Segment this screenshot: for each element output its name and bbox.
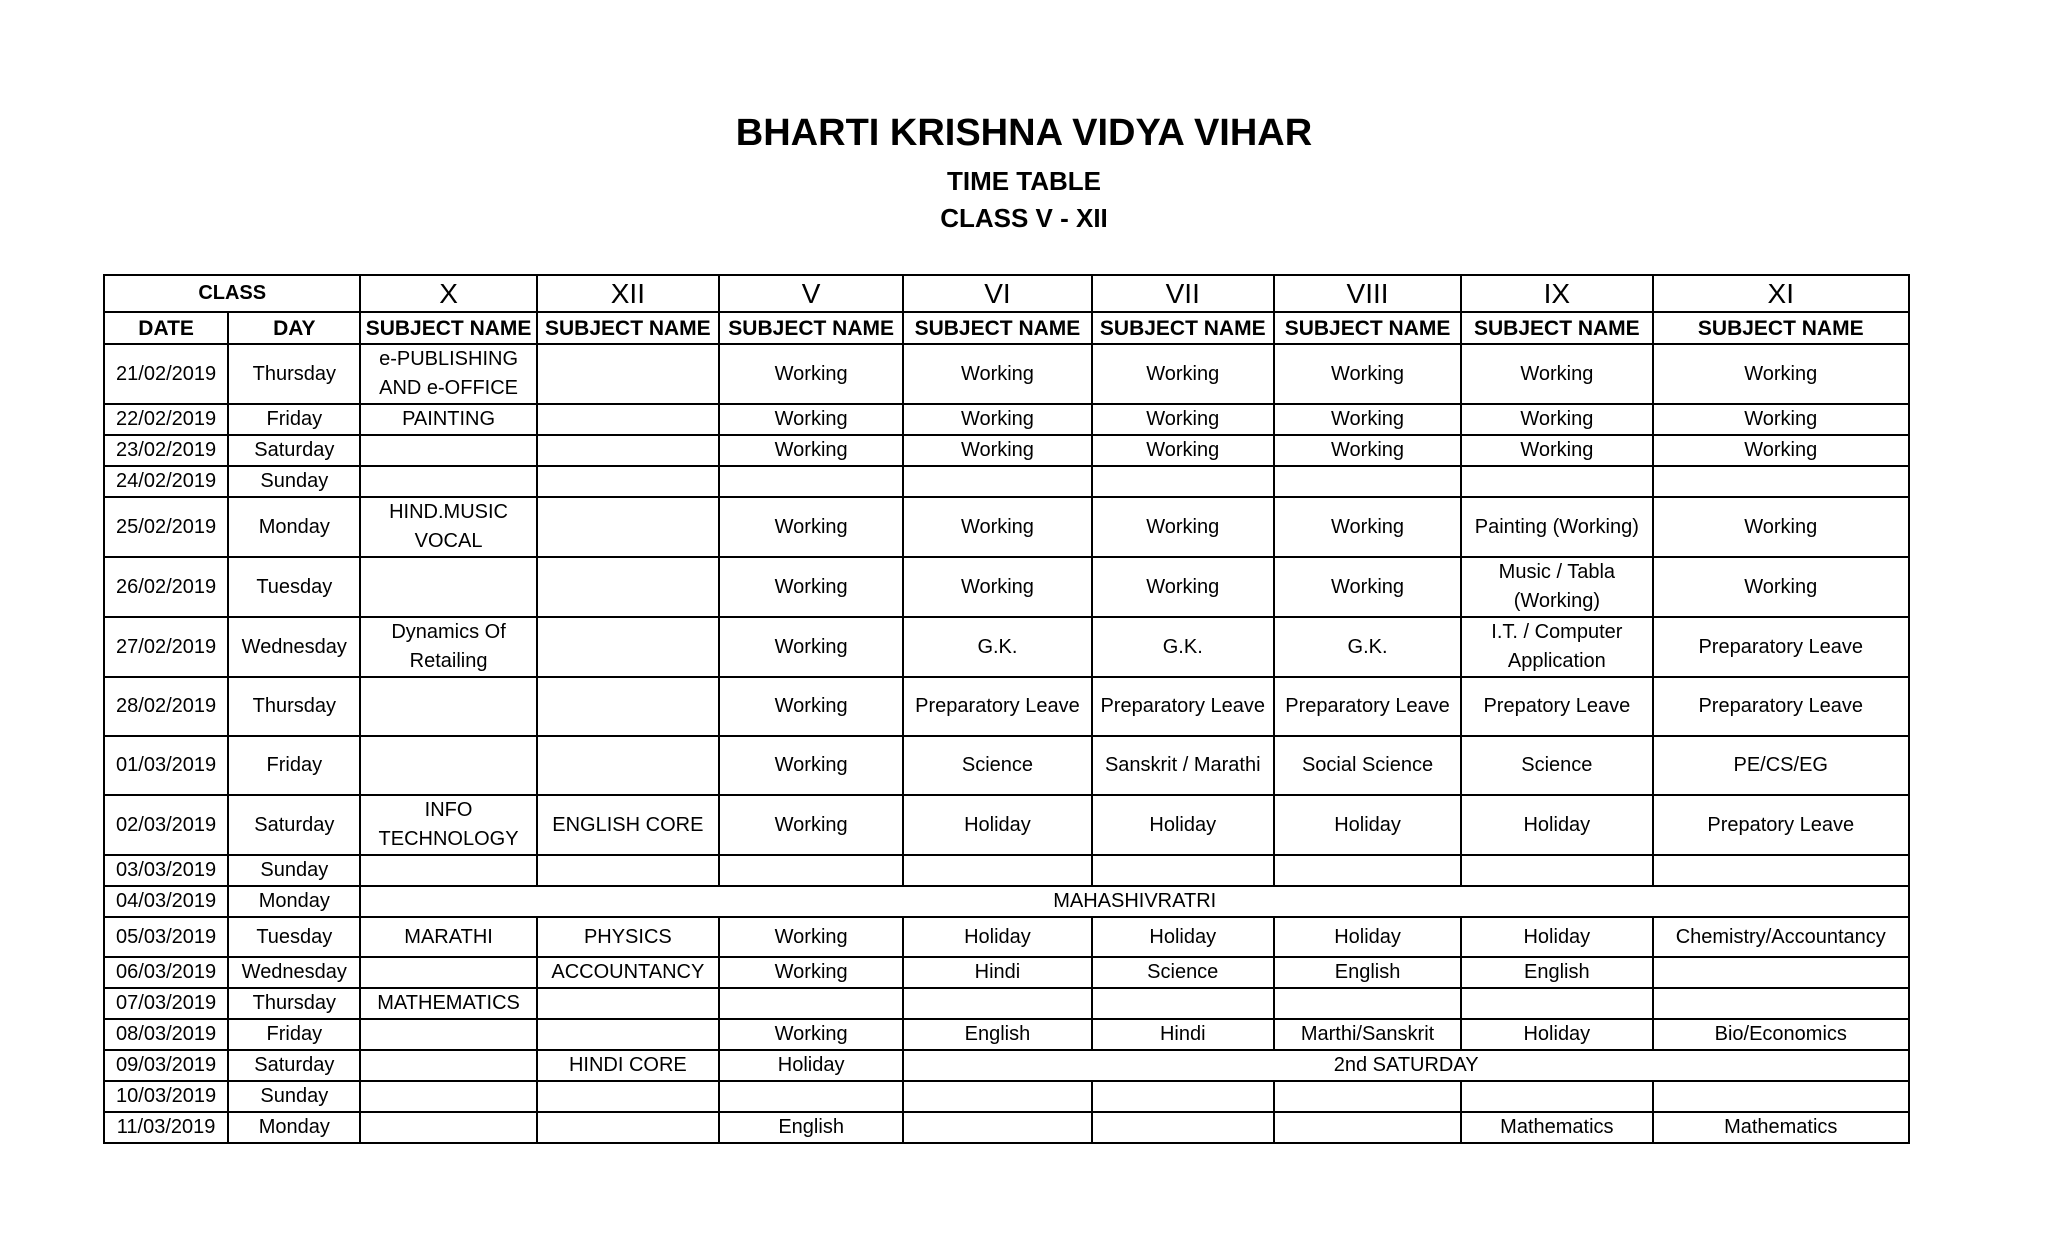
subject-cell: Holiday (903, 795, 1091, 855)
subject-cell: INFO TECHNOLOGY (360, 795, 536, 855)
subject-cell: Chemistry/Accountancy (1653, 917, 1910, 957)
subject-cell: Science (1461, 736, 1652, 795)
subject-cell: English (719, 1112, 903, 1143)
subject-cell: Preparatory Leave (1274, 677, 1461, 736)
subject-cell (903, 855, 1091, 886)
subject-cell (719, 855, 903, 886)
subject-cell: Preparatory Leave (1653, 617, 1910, 677)
table-row (104, 795, 1909, 855)
table-row (104, 957, 1909, 988)
subject-cell: Prepatory Leave (1461, 677, 1652, 736)
date-cell: 25/02/2019 (104, 497, 228, 557)
subject-cell: Bio/Economics (1653, 1019, 1910, 1050)
table-row (104, 344, 1909, 404)
day-cell: Tuesday (228, 917, 360, 957)
subject-cell: English (1274, 957, 1461, 988)
class-heading: V (719, 275, 903, 312)
day-cell: Friday (228, 1019, 360, 1050)
subject-cell: Working (719, 957, 903, 988)
subject-column-header: SUBJECT NAME (719, 312, 903, 344)
table-row (104, 557, 1909, 617)
subject-cell: Holiday (1092, 917, 1274, 957)
timetable (103, 274, 1910, 1144)
class-header-row (104, 275, 1909, 312)
subject-cell: Music / Tabla (Working) (1461, 557, 1652, 617)
subject-column-header: SUBJECT NAME (1461, 312, 1652, 344)
subject-cell: Working (719, 404, 903, 435)
subject-cell (719, 1081, 903, 1112)
table-row (104, 677, 1909, 736)
subject-cell: Working (1274, 344, 1461, 404)
subject-cell (1461, 988, 1652, 1019)
subject-cell: Working (903, 435, 1091, 466)
day-cell: Sunday (228, 466, 360, 497)
subject-cell (719, 466, 903, 497)
date-cell: 27/02/2019 (104, 617, 228, 677)
class-range: CLASS V - XII (940, 203, 1108, 233)
day-cell: Sunday (228, 1081, 360, 1112)
subject-cell: Mathematics (1653, 1112, 1910, 1143)
subject-cell (360, 1050, 536, 1081)
day-cell: Friday (228, 404, 360, 435)
subject-cell (719, 988, 903, 1019)
subject-cell (1653, 988, 1910, 1019)
day-cell: Monday (228, 1112, 360, 1143)
table-row (104, 988, 1909, 1019)
class-label: CLASS (104, 275, 360, 312)
subject-cell: Holiday (1274, 917, 1461, 957)
day-cell: Wednesday (228, 957, 360, 988)
subject-cell: e-PUBLISHING AND e-OFFICE (360, 344, 536, 404)
subject-cell (537, 736, 719, 795)
subject-cell (360, 1112, 536, 1143)
subject-cell: Social Science (1274, 736, 1461, 795)
subject-cell: PHYSICS (537, 917, 719, 957)
subject-cell (1274, 466, 1461, 497)
subject-cell: English (903, 1019, 1091, 1050)
subject-cell: Science (1092, 957, 1274, 988)
subject-cell: Holiday (1274, 795, 1461, 855)
date-cell: 04/03/2019 (104, 886, 228, 917)
subject-cell (537, 435, 719, 466)
subject-cell: Holiday (719, 1050, 903, 1081)
sheet-title: TIME TABLE (946, 166, 1102, 196)
date-cell: 26/02/2019 (104, 557, 228, 617)
subject-cell: Working (1653, 557, 1910, 617)
subject-cell (1653, 957, 1910, 988)
table-row (104, 886, 1909, 917)
class-heading: VI (903, 275, 1091, 312)
class-heading: IX (1461, 275, 1652, 312)
subject-cell: Working (719, 1019, 903, 1050)
subject-cell: Working (1092, 435, 1274, 466)
subject-cell: Working (1274, 497, 1461, 557)
subject-column-header: SUBJECT NAME (1092, 312, 1274, 344)
subject-cell: HIND.MUSIC VOCAL (360, 497, 536, 557)
day-cell: Saturday (228, 795, 360, 855)
subject-cell: Working (1461, 344, 1652, 404)
subject-cell: Working (1274, 557, 1461, 617)
date-cell: 07/03/2019 (104, 988, 228, 1019)
day-cell: Thursday (228, 344, 360, 404)
subject-cell: Working (903, 497, 1091, 557)
subject-cell: Working (1274, 404, 1461, 435)
subject-cell (360, 435, 536, 466)
subject-cell (360, 1019, 536, 1050)
table-row (104, 1081, 1909, 1112)
date-column-header: DATE (104, 312, 228, 344)
date-cell: 09/03/2019 (104, 1050, 228, 1081)
holiday-span-cell: 2nd SATURDAY (903, 1050, 1909, 1081)
subject-column-header: SUBJECT NAME (360, 312, 536, 344)
subject-cell (537, 1112, 719, 1143)
subject-cell: Working (1461, 435, 1652, 466)
day-cell: Monday (228, 497, 360, 557)
subject-cell (360, 677, 536, 736)
table-row (104, 736, 1909, 795)
subject-cell: PE/CS/EG (1653, 736, 1910, 795)
subject-cell (537, 404, 719, 435)
subject-cell (360, 855, 536, 886)
subject-cell: Preparatory Leave (903, 677, 1091, 736)
subject-cell (1653, 466, 1910, 497)
subject-column-header: SUBJECT NAME (537, 312, 719, 344)
subject-cell: Working (1653, 497, 1910, 557)
subject-cell (1274, 1112, 1461, 1143)
day-cell: Friday (228, 736, 360, 795)
holiday-span-cell: MAHASHIVRATRI (360, 886, 1909, 917)
date-cell: 08/03/2019 (104, 1019, 228, 1050)
day-cell: Tuesday (228, 557, 360, 617)
school-name: BHARTI KRISHNA VIDYA VIHAR (735, 112, 1313, 154)
subject-cell (537, 855, 719, 886)
day-cell: Saturday (228, 1050, 360, 1081)
column-header-row (104, 312, 1909, 344)
table-row (104, 917, 1909, 957)
day-cell: Sunday (228, 855, 360, 886)
subject-cell (537, 497, 719, 557)
subject-cell (360, 957, 536, 988)
date-cell: 28/02/2019 (104, 677, 228, 736)
table-row (104, 855, 1909, 886)
day-cell: Thursday (228, 988, 360, 1019)
date-cell: 05/03/2019 (104, 917, 228, 957)
date-cell: 03/03/2019 (104, 855, 228, 886)
day-cell: Wednesday (228, 617, 360, 677)
subject-cell: Working (1092, 404, 1274, 435)
subject-cell: Sanskrit / Marathi (1092, 736, 1274, 795)
day-cell: Saturday (228, 435, 360, 466)
subject-column-header: SUBJECT NAME (1274, 312, 1461, 344)
subject-cell (903, 1081, 1091, 1112)
subject-cell (1092, 988, 1274, 1019)
subject-cell (537, 557, 719, 617)
subject-cell: Working (1092, 344, 1274, 404)
date-cell: 10/03/2019 (104, 1081, 228, 1112)
subject-cell: Working (903, 344, 1091, 404)
table-row (104, 435, 1909, 466)
date-cell: 01/03/2019 (104, 736, 228, 795)
subject-cell (1274, 855, 1461, 886)
subject-cell (537, 988, 719, 1019)
subject-cell: G.K. (1274, 617, 1461, 677)
subject-cell: Holiday (1461, 795, 1652, 855)
subject-cell: Hindi (1092, 1019, 1274, 1050)
subject-cell: Preparatory Leave (1092, 677, 1274, 736)
subject-cell: Holiday (1461, 1019, 1652, 1050)
day-cell: Monday (228, 886, 360, 917)
subject-cell (1461, 1081, 1652, 1112)
class-heading: XI (1653, 275, 1910, 312)
subject-cell: Working (719, 435, 903, 466)
subject-cell: Working (719, 497, 903, 557)
subject-cell: Dynamics Of Retailing (360, 617, 536, 677)
day-column-header: DAY (228, 312, 360, 344)
subject-cell: Mathematics (1461, 1112, 1652, 1143)
subject-cell: MATHEMATICS (360, 988, 536, 1019)
subject-cell: Working (1653, 344, 1910, 404)
subject-cell (1653, 855, 1910, 886)
subject-cell: Working (1461, 404, 1652, 435)
subject-cell: Holiday (1092, 795, 1274, 855)
subject-cell: Working (903, 557, 1091, 617)
table-row (104, 497, 1909, 557)
subject-cell: Preparatory Leave (1653, 677, 1910, 736)
subject-cell (1274, 1081, 1461, 1112)
subject-cell: Working (719, 617, 903, 677)
subject-cell: Working (1653, 435, 1910, 466)
subject-cell: G.K. (1092, 617, 1274, 677)
subject-cell: Hindi (903, 957, 1091, 988)
subject-cell: Prepatory Leave (1653, 795, 1910, 855)
subject-cell: Science (903, 736, 1091, 795)
subject-cell: Marthi/Sanskrit (1274, 1019, 1461, 1050)
subject-cell (537, 617, 719, 677)
timetable-body (104, 275, 1909, 1143)
subject-cell (1092, 466, 1274, 497)
day-cell: Thursday (228, 677, 360, 736)
date-cell: 06/03/2019 (104, 957, 228, 988)
subject-column-header: SUBJECT NAME (1653, 312, 1910, 344)
subject-cell: Working (903, 404, 1091, 435)
subject-cell (1461, 466, 1652, 497)
subject-cell: Working (719, 677, 903, 736)
date-cell: 23/02/2019 (104, 435, 228, 466)
subject-cell (360, 557, 536, 617)
table-row (104, 1050, 1909, 1081)
subject-cell: Holiday (1461, 917, 1652, 957)
class-heading: X (360, 275, 536, 312)
subject-cell (537, 344, 719, 404)
subject-cell (1092, 1112, 1274, 1143)
subject-cell: Working (719, 917, 903, 957)
subject-cell (1461, 855, 1652, 886)
subject-cell (903, 1112, 1091, 1143)
date-cell: 11/03/2019 (104, 1112, 228, 1143)
subject-cell (360, 1081, 536, 1112)
subject-cell (903, 466, 1091, 497)
class-heading: VIII (1274, 275, 1461, 312)
date-cell: 22/02/2019 (104, 404, 228, 435)
subject-cell: Working (719, 736, 903, 795)
class-heading: VII (1092, 275, 1274, 312)
subject-cell: HINDI CORE (537, 1050, 719, 1081)
subject-cell (360, 736, 536, 795)
subject-cell: Working (719, 557, 903, 617)
subject-cell (360, 466, 536, 497)
subject-cell (1274, 988, 1461, 1019)
date-cell: 02/03/2019 (104, 795, 228, 855)
subject-cell: G.K. (903, 617, 1091, 677)
date-cell: 21/02/2019 (104, 344, 228, 404)
table-row (104, 617, 1909, 677)
subject-cell: Working (1092, 557, 1274, 617)
subject-cell: Holiday (903, 917, 1091, 957)
subject-cell: Working (1092, 497, 1274, 557)
subject-column-header: SUBJECT NAME (903, 312, 1091, 344)
subject-cell (537, 1081, 719, 1112)
subject-cell (903, 988, 1091, 1019)
subject-cell (537, 677, 719, 736)
class-heading: XII (537, 275, 719, 312)
subject-cell: Working (719, 344, 903, 404)
subject-cell: MARATHI (360, 917, 536, 957)
subject-cell: I.T. / Computer Application (1461, 617, 1652, 677)
subject-cell: Working (1653, 404, 1910, 435)
subject-cell (1653, 1081, 1910, 1112)
table-row (104, 404, 1909, 435)
table-row (104, 466, 1909, 497)
subject-cell: Working (1274, 435, 1461, 466)
subject-cell (1092, 1081, 1274, 1112)
subject-cell (537, 466, 719, 497)
subject-cell (537, 1019, 719, 1050)
table-row (104, 1112, 1909, 1143)
subject-cell: PAINTING (360, 404, 536, 435)
subject-cell: English (1461, 957, 1652, 988)
subject-cell: ENGLISH CORE (537, 795, 719, 855)
subject-cell: ACCOUNTANCY (537, 957, 719, 988)
subject-cell: Painting (Working) (1461, 497, 1652, 557)
date-cell: 24/02/2019 (104, 466, 228, 497)
subject-cell: Working (719, 795, 903, 855)
table-row (104, 1019, 1909, 1050)
subject-cell (1092, 855, 1274, 886)
